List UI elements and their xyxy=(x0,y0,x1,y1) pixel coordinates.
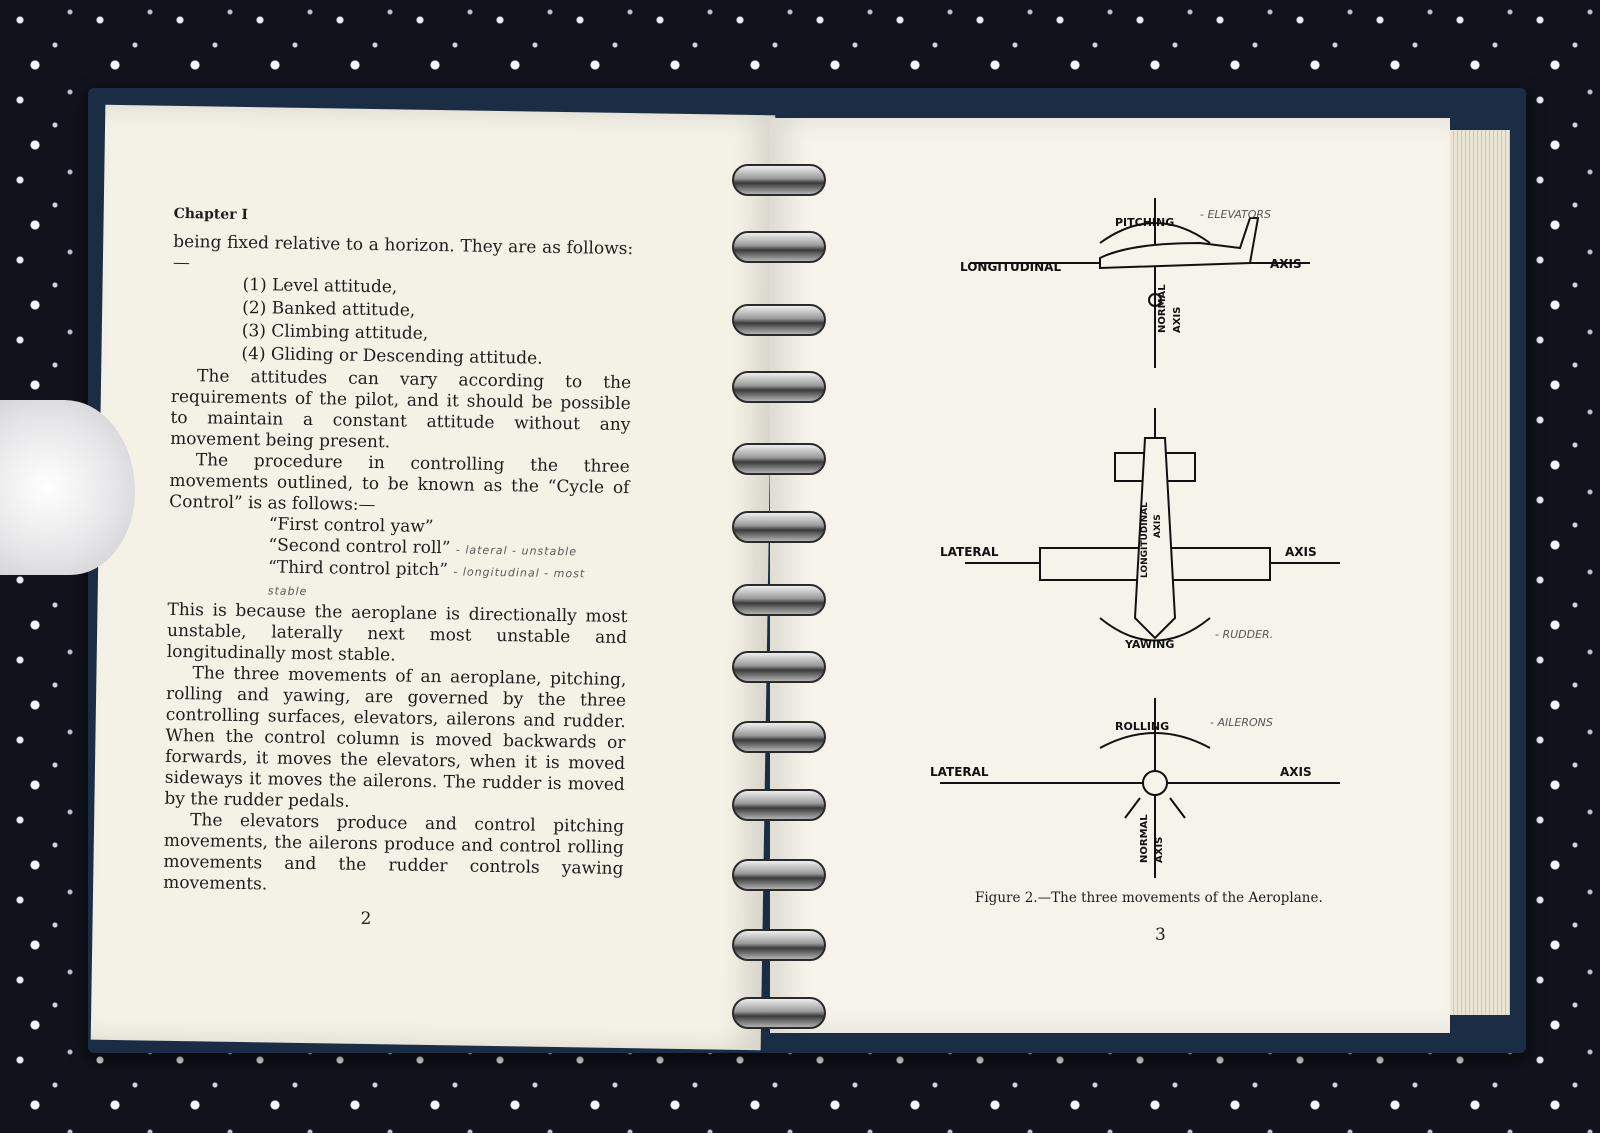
attitude-item: (4) Gliding or Descending attitude. xyxy=(241,343,543,369)
page-edges xyxy=(1450,130,1510,1015)
stability-paragraph: This is because the aeroplane is directionally most unstable, laterally next most unstable and longitudinally most stable. xyxy=(166,599,628,666)
rolling-label: ROLLING xyxy=(1115,720,1170,733)
roll-left-axis-label: LATERAL xyxy=(930,765,989,779)
figure-caption: Figure 2.—The three movements of the Aeroplane. xyxy=(975,890,1323,906)
figure-three-movements xyxy=(770,118,1450,878)
pitch-left-axis-label: LONGITUDINAL xyxy=(960,260,1062,274)
elevators-handnote: - ELEVATORS xyxy=(1200,208,1272,221)
yawing-label: YAWING xyxy=(1125,638,1175,651)
control-item: “First control yaw” xyxy=(268,514,434,538)
page-number-left: 2 xyxy=(360,908,372,930)
attitude-item: (2) Banked attitude, xyxy=(242,297,416,321)
handwritten-note: - longitudinal - most stable xyxy=(267,565,586,599)
roll-right-axis-label: AXIS xyxy=(1280,765,1312,779)
gloved-thumb xyxy=(0,400,135,575)
rudder-handnote: - RUDDER. xyxy=(1215,628,1274,641)
yaw-fuselage-axis-label: AXIS xyxy=(1153,514,1163,538)
attitudes-paragraph: The attitudes can vary according to the requirements of the pilot, and it should be possible to maintain a constant attitude without any movement being present. xyxy=(169,366,632,453)
ailerons-handnote: - AILERONS xyxy=(1210,716,1273,729)
surfaces-paragraph: The elevators produce and control pitching movements, the ailerons produce and control rolling movements and the rudder controls yawing movements. xyxy=(163,810,625,895)
intro-paragraph: being fixed relative to a horizon. They are as follows:— xyxy=(172,231,634,274)
cycle-of-control-paragraph: The procedure in controlling the three movements outlined, to be known as the “Cycle of Control” is as follows:— xyxy=(168,450,630,516)
handwritten-note: - lateral - unstable xyxy=(455,543,578,559)
movements-paragraph: The three movements of an aeroplane, pitching, rolling and yawing, are governed by the three controlling surfaces, elevators, ailerons and rudder. When the control column is moved backwards or forwards, it moves the elevators, when it is moved sideways it moves the ailerons. The rudder is moved by the rudder pedals. xyxy=(164,663,627,812)
chapter-heading: Chapter I xyxy=(173,205,249,224)
yaw-left-axis-label: LATERAL xyxy=(940,545,999,559)
roll-normal-label: NORMAL xyxy=(1139,814,1150,863)
yaw-right-axis-label: AXIS xyxy=(1285,545,1317,559)
yaw-longitudinal-label: LONGITUDINAL xyxy=(1140,502,1150,578)
attitude-item: (1) Level attitude, xyxy=(242,274,398,298)
pitch-diagram xyxy=(960,198,1310,368)
left-page xyxy=(91,105,776,1050)
page-number-right: 3 xyxy=(1155,925,1166,945)
control-item: “Second control roll” - lateral - unstable xyxy=(268,535,578,559)
yaw-diagram xyxy=(940,408,1340,651)
pitch-right-axis-label: AXIS xyxy=(1270,257,1302,271)
attitude-item: (3) Climbing attitude, xyxy=(241,320,429,344)
pitching-label: PITCHING xyxy=(1115,216,1175,229)
roll-diagram xyxy=(930,698,1340,878)
roll-axis-label: AXIS xyxy=(1154,836,1165,863)
pitch-axis-label: AXIS xyxy=(1172,306,1183,333)
pitch-normal-label: NORMAL xyxy=(1157,284,1168,333)
control-item: “Third control pitch” - longitudinal - most stable xyxy=(267,557,586,599)
left-page-text xyxy=(163,206,634,901)
